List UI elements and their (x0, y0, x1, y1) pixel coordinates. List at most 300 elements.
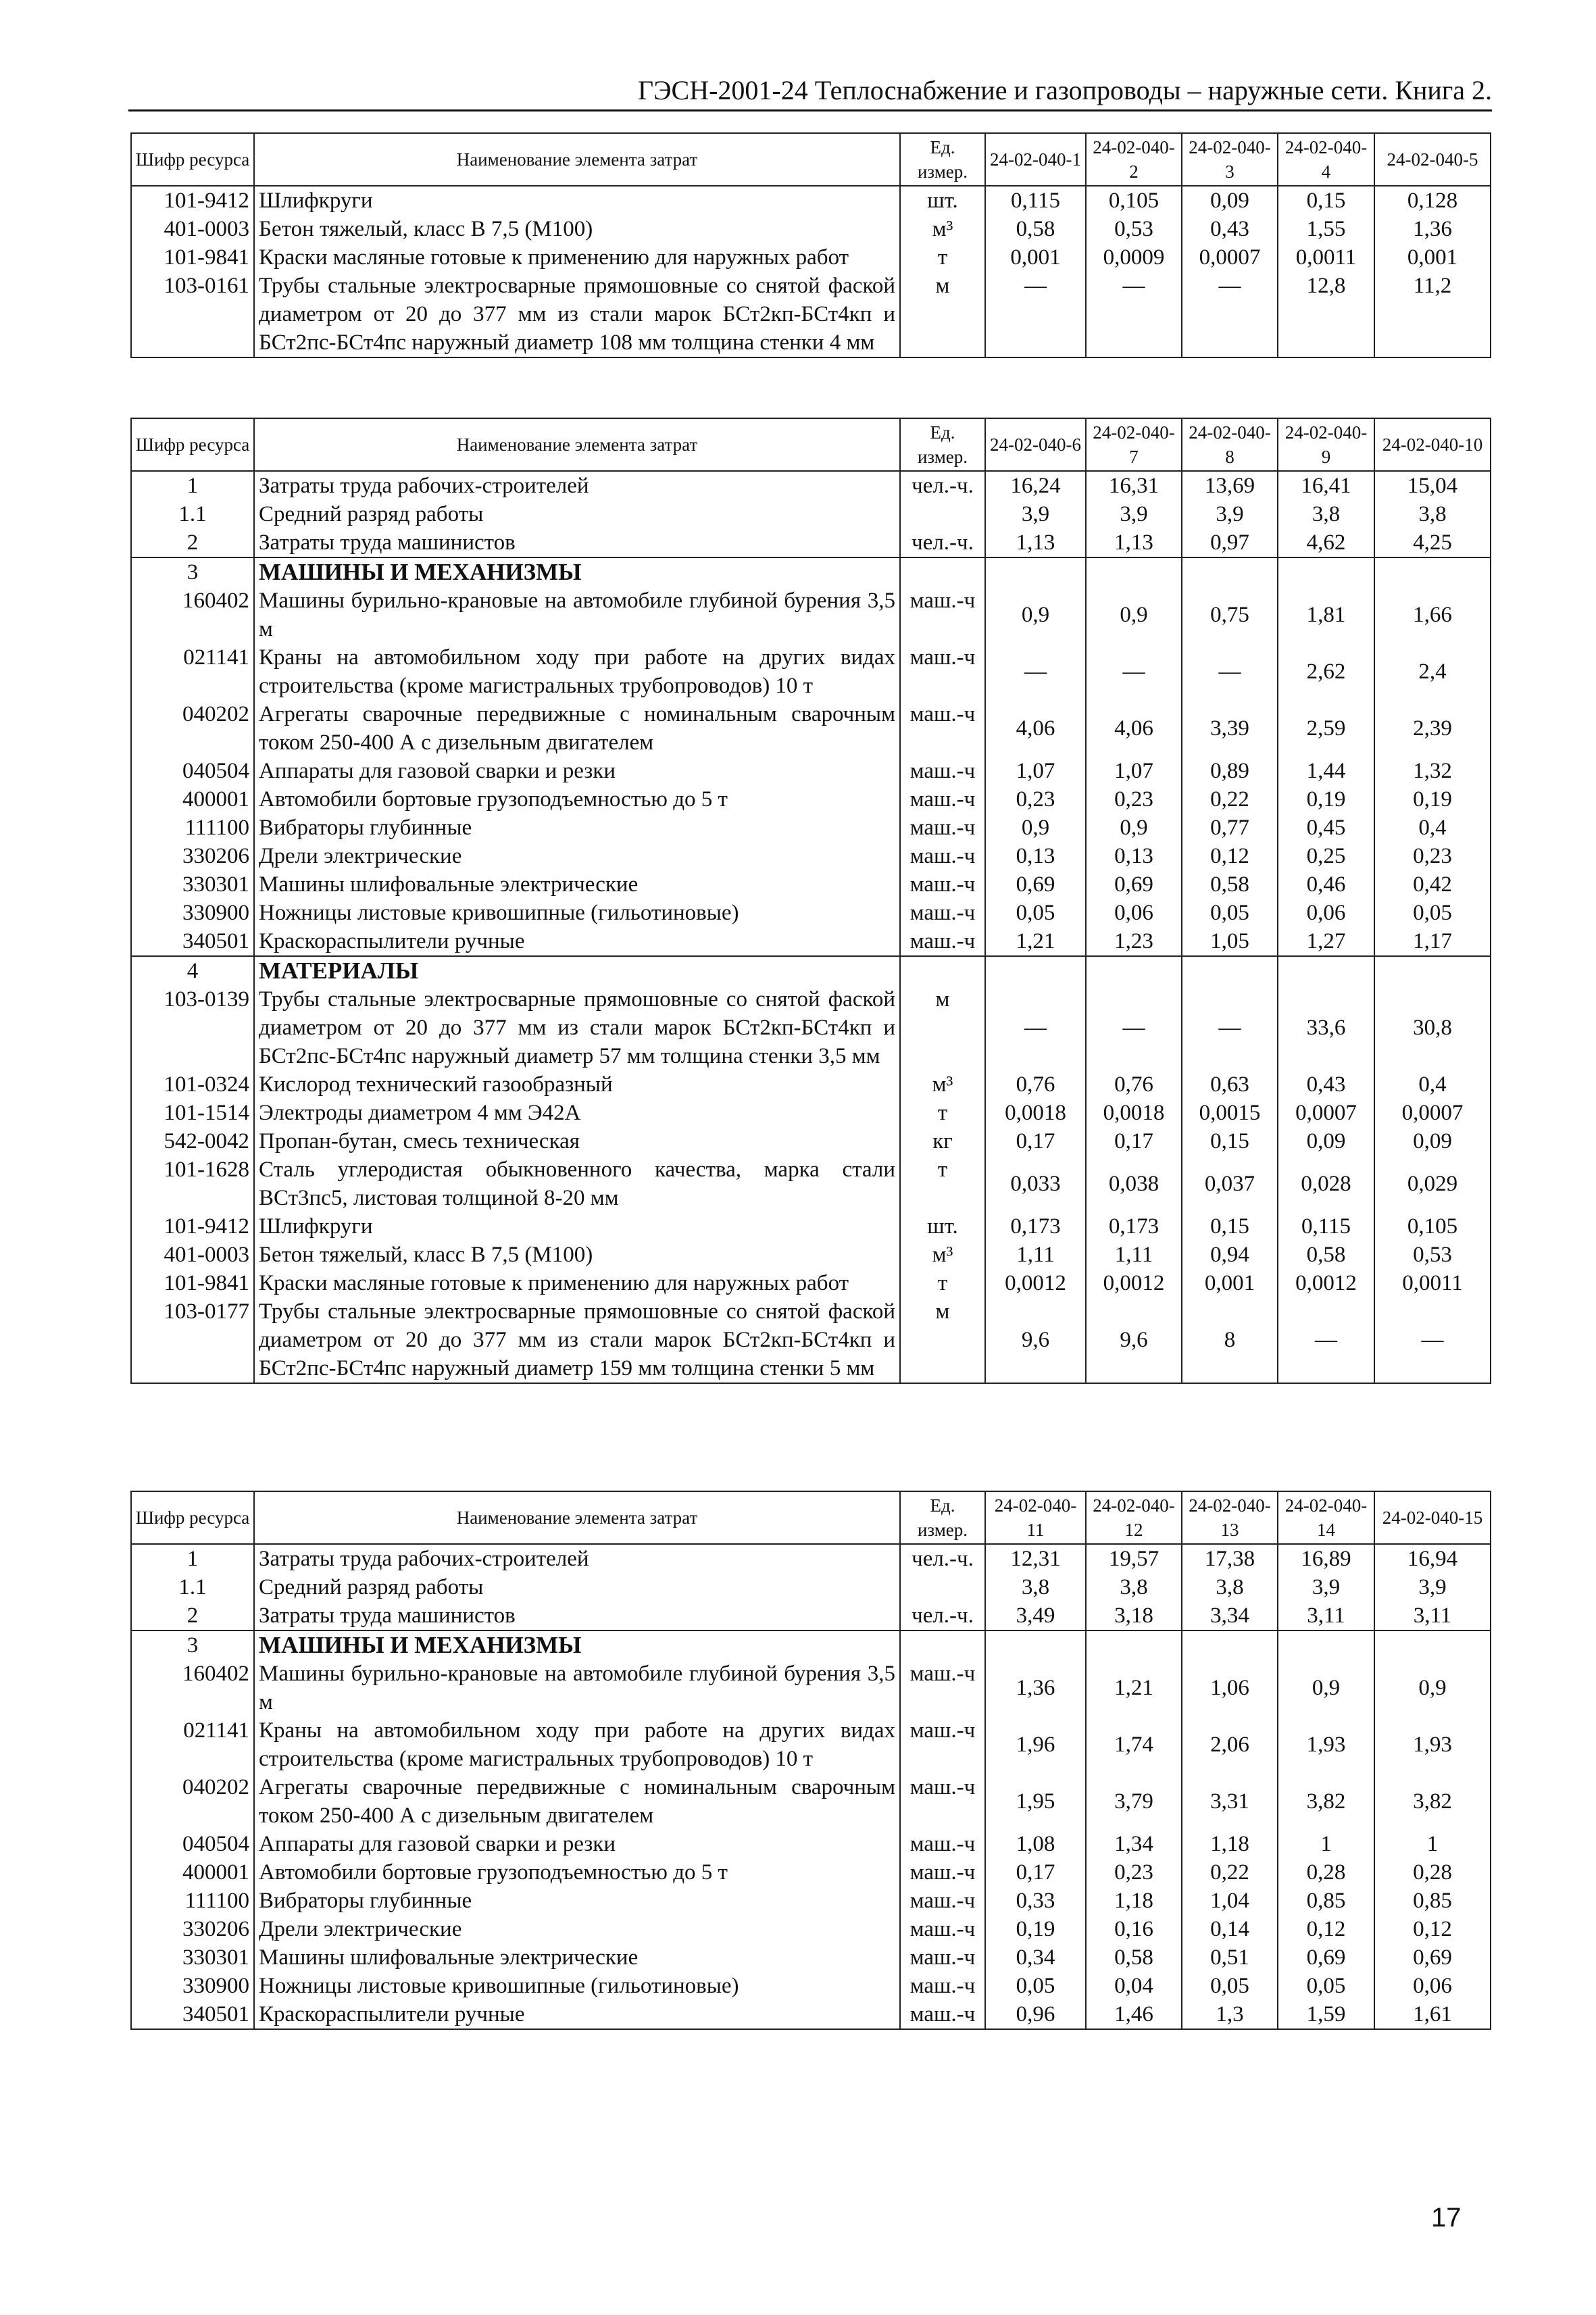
resource-value: 0,85 (1374, 1887, 1491, 1915)
resource-value: — (1086, 643, 1182, 700)
resource-value: 0,05 (1374, 899, 1491, 927)
resource-value: 0,46 (1278, 870, 1374, 899)
header-col: 24-02-040-6 (985, 418, 1086, 471)
resource-code: 1 (131, 471, 254, 500)
resource-value: 0,0011 (1374, 1269, 1491, 1297)
resource-name: Краскораспылители ручные (254, 2000, 900, 2029)
resource-value: 0,028 (1278, 1155, 1374, 1212)
table-row (131, 1972, 1491, 2000)
resource-name: Трубы стальные электросварные прямошовные со снятой фаской диаметром от 20 до 377 мм из стали марок БСт2кп-БСт4кп и БСт2пс-БСт4пс наружный диаметр 57 мм толщина стенки 3,5 мм (254, 985, 900, 1070)
resource-name: Бетон тяжелый, класс В 7,5 (М100) (254, 215, 900, 243)
header-unit: Ед. измер. (900, 418, 985, 471)
resource-value (985, 557, 1086, 587)
resource-name: Трубы стальные электросварные прямошовные со снятой фаской диаметром от 20 до 377 мм из стали марок БСт2кп-БСт4кп и БСт2пс-БСт4пс наружный диаметр 159 мм толщина стенки 5 мм (254, 1297, 900, 1383)
table-row (131, 985, 1491, 1070)
header-unit: Ед. измер. (900, 1491, 985, 1544)
table-row (131, 1915, 1491, 1943)
resource-value: 0,0015 (1182, 1099, 1278, 1127)
page-number: 17 (1431, 2203, 1462, 2233)
resource-value: 0,58 (1086, 1943, 1182, 1972)
resource-value: 0,12 (1278, 1915, 1374, 1943)
resource-code: 040202 (131, 700, 254, 757)
resource-value: 3,8 (985, 1573, 1086, 1601)
table-row (131, 1155, 1491, 1212)
table-header-row (131, 1491, 1491, 1544)
resource-value: 0,9 (1086, 587, 1182, 643)
resource-value: 3,9 (1182, 500, 1278, 528)
resource-value: 0,9 (1374, 1660, 1491, 1716)
resource-value: 0,0007 (1278, 1099, 1374, 1127)
resource-unit: шт. (900, 1212, 985, 1241)
resource-value: 1,3 (1182, 2000, 1278, 2029)
resource-value: — (985, 272, 1086, 357)
resource-value: 0,9 (985, 587, 1086, 643)
resource-value: 16,41 (1278, 471, 1374, 500)
resource-value: 1,74 (1086, 1716, 1182, 1773)
resource-value: 0,0012 (1086, 1269, 1182, 1297)
resource-value: 0,53 (1374, 1241, 1491, 1269)
resource-code: 2 (131, 528, 254, 557)
header-col: 24-02-040-10 (1374, 418, 1491, 471)
resource-name: Электроды диаметром 4 мм Э42А (254, 1099, 900, 1127)
resource-value (985, 1631, 1086, 1660)
resource-value: — (1182, 643, 1278, 700)
table-row (131, 927, 1491, 956)
resource-value: 0,28 (1374, 1858, 1491, 1887)
header-code: Шифр ресурса (131, 418, 254, 471)
resource-code: 021141 (131, 643, 254, 700)
table-header-row (131, 133, 1491, 186)
table-row (131, 1601, 1491, 1631)
header-col: 24-02-040-2 (1086, 133, 1182, 186)
resource-value: 1,17 (1374, 927, 1491, 956)
resource-value: 0,19 (1374, 785, 1491, 814)
header-col: 24-02-040-1 (985, 133, 1086, 186)
resource-code: 111100 (131, 1887, 254, 1915)
resource-value: 1,32 (1374, 757, 1491, 785)
resource-unit: т (900, 243, 985, 272)
resource-value: 8 (1182, 1297, 1278, 1383)
resource-value: 0,63 (1182, 1070, 1278, 1099)
resource-value: 1,23 (1086, 927, 1182, 956)
table-row (131, 700, 1491, 757)
resource-value (1086, 557, 1182, 587)
resource-unit: маш.-ч (900, 927, 985, 956)
resource-unit: м (900, 272, 985, 357)
resource-value: 0,77 (1182, 814, 1278, 842)
resource-name: Затраты труда машинистов (254, 528, 900, 557)
resource-unit: маш.-ч (900, 899, 985, 927)
resource-value: 0,69 (985, 870, 1086, 899)
resource-value: 0,15 (1278, 186, 1374, 215)
table-row (131, 1858, 1491, 1887)
resource-value: — (985, 643, 1086, 700)
resource-unit: маш.-ч (900, 1830, 985, 1858)
resource-value: 0,029 (1374, 1155, 1491, 1212)
resource-value: 2,4 (1374, 643, 1491, 700)
resource-value: 0,12 (1182, 842, 1278, 870)
resource-name: Шлифкруги (254, 1212, 900, 1241)
resource-code: 160402 (131, 587, 254, 643)
resource-value: 3,34 (1182, 1601, 1278, 1631)
resource-value: 1,21 (985, 927, 1086, 956)
resource-name: Пропан-бутан, смесь техническая (254, 1127, 900, 1155)
resource-code: 101-9841 (131, 1269, 254, 1297)
resource-name: Ножницы листовые кривошипные (гильотиновые) (254, 899, 900, 927)
table-row (131, 215, 1491, 243)
resource-value: 0,038 (1086, 1155, 1182, 1212)
resource-code: 330206 (131, 842, 254, 870)
resource-value: 0,19 (985, 1915, 1086, 1943)
resource-name: Машины бурильно-крановые на автомобиле глубиной бурения 3,5 м (254, 587, 900, 643)
resource-value: 0,0009 (1086, 243, 1182, 272)
resource-value: 0,58 (985, 215, 1086, 243)
resource-unit: маш.-ч (900, 1716, 985, 1773)
resource-value: 0,25 (1278, 842, 1374, 870)
resource-value: 19,57 (1086, 1544, 1182, 1573)
resource-unit: чел.-ч. (900, 1601, 985, 1631)
resource-value (1374, 956, 1491, 985)
resource-value: 1,36 (985, 1660, 1086, 1716)
resource-name: Краны на автомобильном ходу при работе на других видах строительства (кроме магистральных трубопроводов) 10 т (254, 643, 900, 700)
table-row (131, 528, 1491, 557)
resource-value: 1,34 (1086, 1830, 1182, 1858)
resource-value: 9,6 (985, 1297, 1086, 1383)
resource-name: Машины шлифовальные электрические (254, 870, 900, 899)
resource-value: 0,42 (1374, 870, 1491, 899)
resource-value: 0,17 (1086, 1127, 1182, 1155)
resource-value: 1,55 (1278, 215, 1374, 243)
resource-name: Агрегаты сварочные передвижные с номинальным сварочным током 250-400 А с дизельным двигателем (254, 700, 900, 757)
resource-value: 0,69 (1086, 870, 1182, 899)
resource-value: 1,07 (985, 757, 1086, 785)
resource-name: Трубы стальные электросварные прямошовные со снятой фаской диаметром от 20 до 377 мм из стали марок БСт2кп-БСт4кп и БСт2пс-БСт4пс наружный диаметр 108 мм толщина стенки 4 мм (254, 272, 900, 357)
table-header-row (131, 418, 1491, 471)
section-row (131, 956, 1491, 985)
resource-value: 0,96 (985, 2000, 1086, 2029)
table-row (131, 1773, 1491, 1830)
resource-value: 0,43 (1278, 1070, 1374, 1099)
resource-value: 0,05 (985, 1972, 1086, 2000)
resource-unit (900, 1573, 985, 1601)
resource-value: 0,9 (1278, 1660, 1374, 1716)
resource-value: 16,24 (985, 471, 1086, 500)
resource-unit: маш.-ч (900, 1887, 985, 1915)
table-row (131, 1269, 1491, 1297)
resource-unit: т (900, 1099, 985, 1127)
resource-value: 0,04 (1086, 1972, 1182, 2000)
resource-value: 0,23 (985, 785, 1086, 814)
resource-value: — (1182, 272, 1278, 357)
resource-value: 1,18 (1086, 1887, 1182, 1915)
resource-value: 0,0012 (985, 1269, 1086, 1297)
resource-name: Машины шлифовальные электрические (254, 1943, 900, 1972)
table-row (131, 1241, 1491, 1269)
resource-code: 021141 (131, 1716, 254, 1773)
resource-value (1374, 557, 1491, 587)
resource-unit: маш.-ч (900, 1773, 985, 1830)
table-row (131, 243, 1491, 272)
resource-unit: маш.-ч (900, 757, 985, 785)
resource-value: 0,115 (1278, 1212, 1374, 1241)
resource-unit: т (900, 1155, 985, 1212)
resource-code: 330206 (131, 1915, 254, 1943)
resource-value: 0,001 (1374, 243, 1491, 272)
resource-name: Аппараты для газовой сварки и резки (254, 1830, 900, 1858)
table-row (131, 587, 1491, 643)
resource-name: Средний разряд работы (254, 1573, 900, 1601)
table-row (131, 186, 1491, 215)
resource-value: 0,173 (985, 1212, 1086, 1241)
resource-value: 0,05 (1182, 1972, 1278, 2000)
resource-value: 3,82 (1374, 1773, 1491, 1830)
resource-value: 3,31 (1182, 1773, 1278, 1830)
resource-value: 0,06 (1086, 899, 1182, 927)
resource-name: Вибраторы глубинные (254, 814, 900, 842)
resource-name: МАТЕРИАЛЫ (254, 956, 900, 985)
resource-value: — (1086, 272, 1182, 357)
resource-value: 0,12 (1374, 1915, 1491, 1943)
resource-code: 103-0139 (131, 985, 254, 1070)
resource-value: 0,43 (1182, 215, 1278, 243)
header-col: 24-02-040-12 (1086, 1491, 1182, 1544)
resource-value: 16,94 (1374, 1544, 1491, 1573)
resource-name: Шлифкруги (254, 186, 900, 215)
resource-table-1 (130, 132, 1491, 358)
resource-name: МАШИНЫ И МЕХАНИЗМЫ (254, 1631, 900, 1660)
table-row (131, 1943, 1491, 1972)
resource-value: 0,4 (1374, 814, 1491, 842)
resource-value: 1,93 (1278, 1716, 1374, 1773)
resource-value: 0,05 (1278, 1972, 1374, 2000)
resource-value: 1,11 (985, 1241, 1086, 1269)
header-unit: Ед. измер. (900, 133, 985, 186)
resource-value: 16,89 (1278, 1544, 1374, 1573)
table-row (131, 2000, 1491, 2029)
resource-name: Бетон тяжелый, класс В 7,5 (М100) (254, 1241, 900, 1269)
resource-value: 1,05 (1182, 927, 1278, 956)
resource-value: 9,6 (1086, 1297, 1182, 1383)
table-row (131, 1830, 1491, 1858)
resource-name: Затраты труда рабочих-строителей (254, 471, 900, 500)
table-row (131, 1099, 1491, 1127)
resource-value: 0,033 (985, 1155, 1086, 1212)
resource-unit: м (900, 1297, 985, 1383)
resource-value: 4,06 (985, 700, 1086, 757)
resource-code: 040202 (131, 1773, 254, 1830)
header-col: 24-02-040-15 (1374, 1491, 1491, 1544)
header-name: Наименование элемента затрат (254, 133, 900, 186)
resource-value: — (1278, 1297, 1374, 1383)
resource-value: 0,115 (985, 186, 1086, 215)
header-code: Шифр ресурса (131, 133, 254, 186)
resource-code: 1.1 (131, 500, 254, 528)
resource-value: 1,18 (1182, 1830, 1278, 1858)
resource-value: 1,21 (1086, 1660, 1182, 1716)
resource-unit (900, 557, 985, 587)
resource-unit: маш.-ч (900, 870, 985, 899)
resource-value: 12,8 (1278, 272, 1374, 357)
resource-value: 3,8 (1278, 500, 1374, 528)
resource-value: 4,06 (1086, 700, 1182, 757)
resource-value: 0,15 (1182, 1212, 1278, 1241)
resource-value: 3,8 (1374, 500, 1491, 528)
resource-value: 0,173 (1086, 1212, 1182, 1241)
resource-value: 0,001 (985, 243, 1086, 272)
resource-value: 0,58 (1182, 870, 1278, 899)
resource-code: 1 (131, 1544, 254, 1573)
resource-code: 401-0003 (131, 215, 254, 243)
resource-value: 0,76 (985, 1070, 1086, 1099)
resource-unit: м³ (900, 1241, 985, 1269)
resource-value: 1,06 (1182, 1660, 1278, 1716)
header-code: Шифр ресурса (131, 1491, 254, 1544)
resource-code: 340501 (131, 2000, 254, 2029)
resource-unit: чел.-ч. (900, 1544, 985, 1573)
resource-value: 3,79 (1086, 1773, 1182, 1830)
resource-value: 0,23 (1374, 842, 1491, 870)
resource-code: 101-9841 (131, 243, 254, 272)
resource-value: 1,96 (985, 1716, 1086, 1773)
resource-value: 0,06 (1278, 899, 1374, 927)
resource-value (1278, 1631, 1374, 1660)
resource-value: 1,36 (1374, 215, 1491, 243)
resource-value: 1,93 (1374, 1716, 1491, 1773)
resource-value: 0,105 (1374, 1212, 1491, 1241)
table-row (131, 500, 1491, 528)
resource-value (1278, 557, 1374, 587)
table-row (131, 1660, 1491, 1716)
resource-value: 0,33 (985, 1887, 1086, 1915)
resource-value: 17,38 (1182, 1544, 1278, 1573)
resource-value: 0,0012 (1278, 1269, 1374, 1297)
table-row (131, 757, 1491, 785)
table-row (131, 272, 1491, 357)
resource-value: 13,69 (1182, 471, 1278, 500)
document-title: ГЭСН-2001-24 Теплоснабжение и газопроводы – наружные сети. Книга 2. (637, 75, 1492, 105)
resource-name: Агрегаты сварочные передвижные с номинальным сварочным током 250-400 А с дизельным двигателем (254, 1773, 900, 1830)
resource-value: 0,51 (1182, 1943, 1278, 1972)
resource-value: 0,0011 (1278, 243, 1374, 272)
table-row (131, 1887, 1491, 1915)
resource-value: 0,53 (1086, 215, 1182, 243)
resource-name: Кислород технический газообразный (254, 1070, 900, 1099)
table-row (131, 1297, 1491, 1383)
resource-code: 1.1 (131, 1573, 254, 1601)
resource-value: 0,001 (1182, 1269, 1278, 1297)
resource-unit: маш.-ч (900, 1915, 985, 1943)
resource-value: 3,82 (1278, 1773, 1374, 1830)
table-row (131, 899, 1491, 927)
resource-value: 3,9 (985, 500, 1086, 528)
resource-value: 0,58 (1278, 1241, 1374, 1269)
resource-value: 3,8 (1086, 1573, 1182, 1601)
resource-value: 3,9 (1374, 1573, 1491, 1601)
resource-unit: маш.-ч (900, 1858, 985, 1887)
resource-code: 2 (131, 1601, 254, 1631)
resource-code: 4 (131, 956, 254, 985)
resource-value: 0,09 (1278, 1127, 1374, 1155)
resource-value: 0,22 (1182, 785, 1278, 814)
resource-value: 0,05 (985, 899, 1086, 927)
resource-code: 400001 (131, 1858, 254, 1887)
resource-value: 0,0018 (1086, 1099, 1182, 1127)
resource-unit (900, 956, 985, 985)
resource-value: 0,76 (1086, 1070, 1182, 1099)
resource-name: МАШИНЫ И МЕХАНИЗМЫ (254, 557, 900, 587)
table-row (131, 785, 1491, 814)
resource-value: 1,27 (1278, 927, 1374, 956)
resource-value: 3,18 (1086, 1601, 1182, 1631)
resource-name: Машины бурильно-крановые на автомобиле глубиной бурения 3,5 м (254, 1660, 900, 1716)
table-row (131, 1573, 1491, 1601)
resource-unit: маш.-ч (900, 587, 985, 643)
resource-value: 2,59 (1278, 700, 1374, 757)
header-col: 24-02-040-5 (1374, 133, 1491, 186)
resource-name: Сталь углеродистая обыкновенного качества, марка стали ВСт3пс5, листовая толщиной 8-20 мм (254, 1155, 900, 1212)
resource-value: 0,09 (1182, 186, 1278, 215)
resource-value: 0,69 (1374, 1943, 1491, 1972)
resource-value (985, 956, 1086, 985)
resource-unit: маш.-ч (900, 814, 985, 842)
header-col: 24-02-040-7 (1086, 418, 1182, 471)
resource-unit: шт. (900, 186, 985, 215)
resource-value: 16,31 (1086, 471, 1182, 500)
table-row (131, 842, 1491, 870)
resource-unit: т (900, 1269, 985, 1297)
resource-code: 401-0003 (131, 1241, 254, 1269)
resource-value: 15,04 (1374, 471, 1491, 500)
resource-name: Вибраторы глубинные (254, 1887, 900, 1915)
resource-unit: м (900, 985, 985, 1070)
resource-value: 2,06 (1182, 1716, 1278, 1773)
header-col: 24-02-040-13 (1182, 1491, 1278, 1544)
resource-value: 0,0018 (985, 1099, 1086, 1127)
resource-value: — (1374, 1297, 1491, 1383)
resource-value: 1,04 (1182, 1887, 1278, 1915)
resource-value: 0,0007 (1374, 1099, 1491, 1127)
table-row (131, 1716, 1491, 1773)
resource-value: 3,8 (1182, 1573, 1278, 1601)
resource-code: 101-9412 (131, 1212, 254, 1241)
resource-value: 0,13 (985, 842, 1086, 870)
resource-value: 3,9 (1278, 1573, 1374, 1601)
resource-code: 111100 (131, 814, 254, 842)
resource-value: 0,0007 (1182, 243, 1278, 272)
resource-value: 3,39 (1182, 700, 1278, 757)
resource-value: 0,16 (1086, 1915, 1182, 1943)
resource-value: 1,07 (1086, 757, 1182, 785)
resource-unit: маш.-ч (900, 842, 985, 870)
resource-value: 1 (1278, 1830, 1374, 1858)
resource-value: 0,94 (1182, 1241, 1278, 1269)
resource-code: 330900 (131, 1972, 254, 2000)
header-col: 24-02-040-9 (1278, 418, 1374, 471)
resource-value: 2,62 (1278, 643, 1374, 700)
resource-value: 0,28 (1278, 1858, 1374, 1887)
resource-name: Дрели электрические (254, 842, 900, 870)
resource-value: 1,46 (1086, 2000, 1182, 2029)
resource-value: 0,037 (1182, 1155, 1278, 1212)
table-row (131, 643, 1491, 700)
resource-value: 0,97 (1182, 528, 1278, 557)
resource-unit: маш.-ч (900, 1972, 985, 2000)
resource-value: 0,17 (985, 1858, 1086, 1887)
resource-code: 101-9412 (131, 186, 254, 215)
resource-name: Краны на автомобильном ходу при работе на других видах строительства (кроме магистральных трубопроводов) 10 т (254, 1716, 900, 1773)
resource-code: 340501 (131, 927, 254, 956)
resource-value: 3,11 (1278, 1601, 1374, 1631)
